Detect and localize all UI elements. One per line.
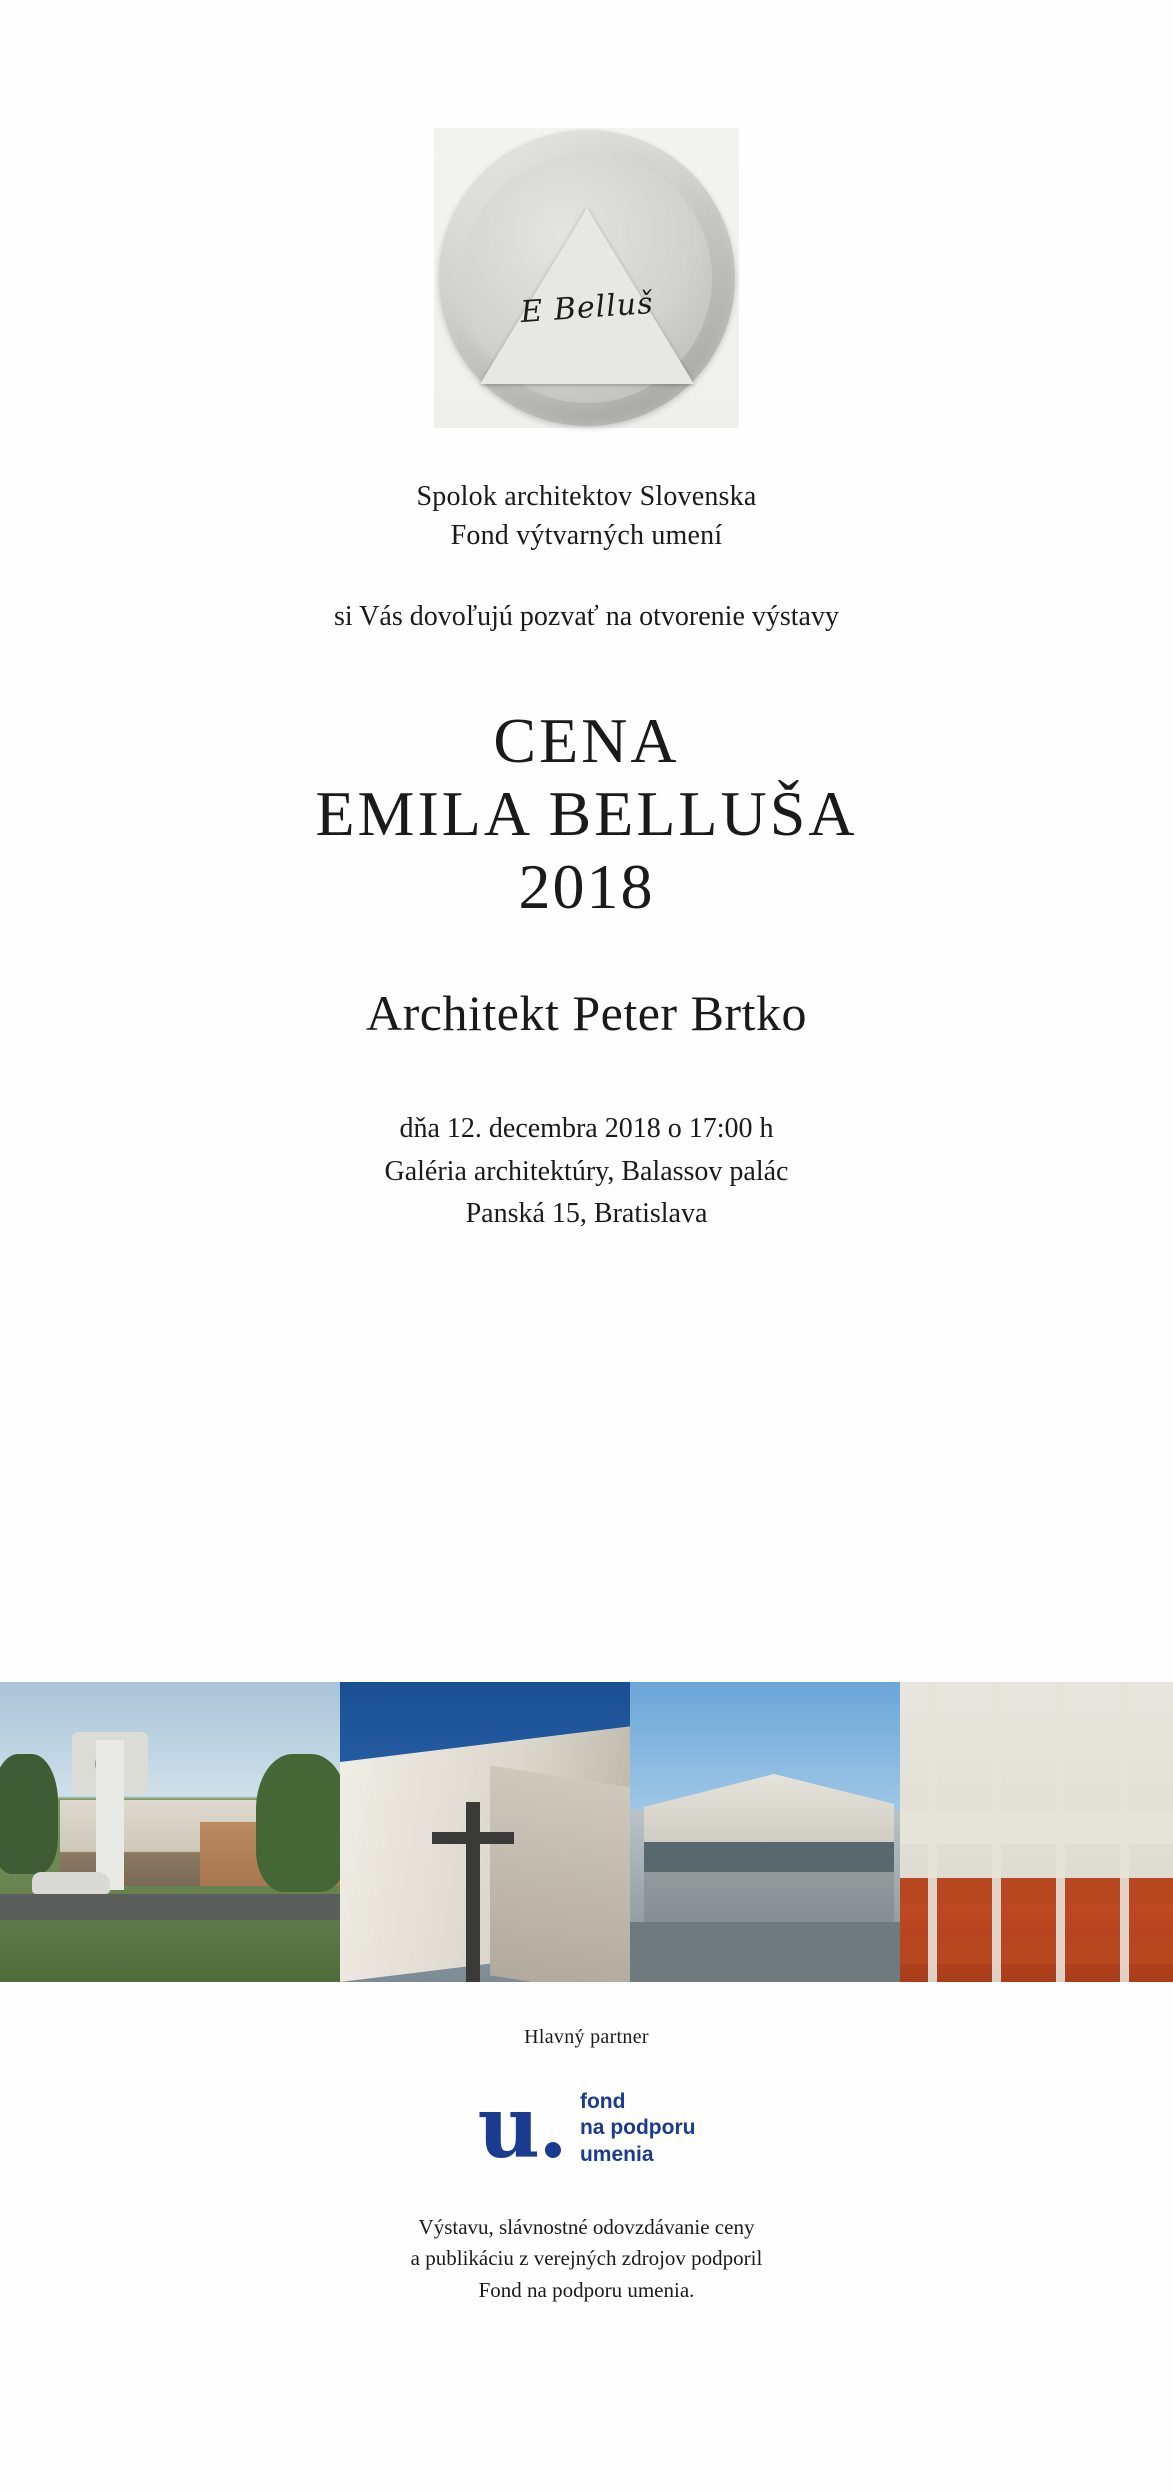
support-line-2: a publikáciu z verejných zdrojov podporil: [410, 2246, 763, 2271]
facade-red-band-shape: [900, 1938, 1173, 1964]
facade-mullion-shape: [992, 1682, 1001, 1982]
lamp-post-shape: [466, 1802, 480, 1982]
invitation-text: si Vás dovoľujú pozvať na otvorenie výstavy: [334, 601, 839, 633]
footer: [0, 1982, 1173, 2306]
tree-shape: [0, 1754, 58, 1874]
laureate-name: Architekt Peter Brtko: [366, 985, 807, 1042]
car-shape: [32, 1872, 110, 1894]
fpu-logo-text: [580, 2089, 695, 2168]
facade-wall-side-shape: [490, 1765, 630, 1982]
sculpture-column-shape: [96, 1740, 124, 1890]
building-base-shape: [630, 1922, 900, 1982]
fpu-logo: [0, 2077, 1173, 2179]
fpu-logo-line-3: umenia: [579, 2142, 654, 2166]
photo-corner-facade: [340, 1682, 630, 1982]
partner-label: Hlavný partner: [524, 2026, 649, 2048]
fpu-logo-line-1: fond: [579, 2090, 626, 2113]
fpu-logo-mark: u.: [477, 2077, 566, 2179]
photo-angular-building: [630, 1682, 900, 1982]
window-band-shape: [644, 1842, 894, 1872]
facade-band-shape: [900, 1810, 1173, 1844]
organizer-line-1: Spolok architektov Slovenska: [416, 481, 757, 512]
support-line-1: Výstavu, slávnostné odovzdávanie ceny: [418, 2215, 755, 2240]
support-note: [0, 2212, 1173, 2305]
medal-logo: [434, 128, 739, 428]
award-title: [315, 705, 857, 924]
organizers: [416, 478, 756, 555]
event-address: Panská 15, Bratislava: [465, 1198, 708, 1230]
photo-building-sculpture: [0, 1682, 340, 1982]
photo-grid-facade: [900, 1682, 1173, 1982]
facade-band-shape: [900, 1722, 1173, 1756]
photo-strip: [0, 1682, 1173, 1982]
award-title-line-3: 2018: [518, 851, 655, 923]
fpu-logo-line-2: na podporu: [579, 2116, 696, 2140]
facade-mullion-shape: [1120, 1682, 1129, 1982]
event-venue: Galéria architektúry, Balassov palác: [384, 1155, 789, 1187]
facade-mullion-shape: [928, 1682, 937, 1982]
award-title-line-2: EMILA BELLUŠA: [315, 778, 858, 850]
facade-red-band-shape: [900, 1878, 1173, 1904]
facade-mullion-shape: [1056, 1682, 1065, 1982]
award-title-line-1: CENA: [493, 705, 680, 777]
medal-disc: [439, 130, 735, 426]
organizer-line-2: Fond výtvarných umení: [450, 519, 723, 551]
tree-shape: [256, 1754, 340, 1892]
event-details: [384, 1108, 788, 1236]
medal-signature: E Belluš: [518, 285, 655, 330]
support-line-3: Fond na podporu umenia.: [478, 2277, 695, 2302]
event-datetime: dňa 12. decembra 2018 o 17:00 h: [399, 1113, 774, 1145]
road-shape: [0, 1894, 340, 1920]
